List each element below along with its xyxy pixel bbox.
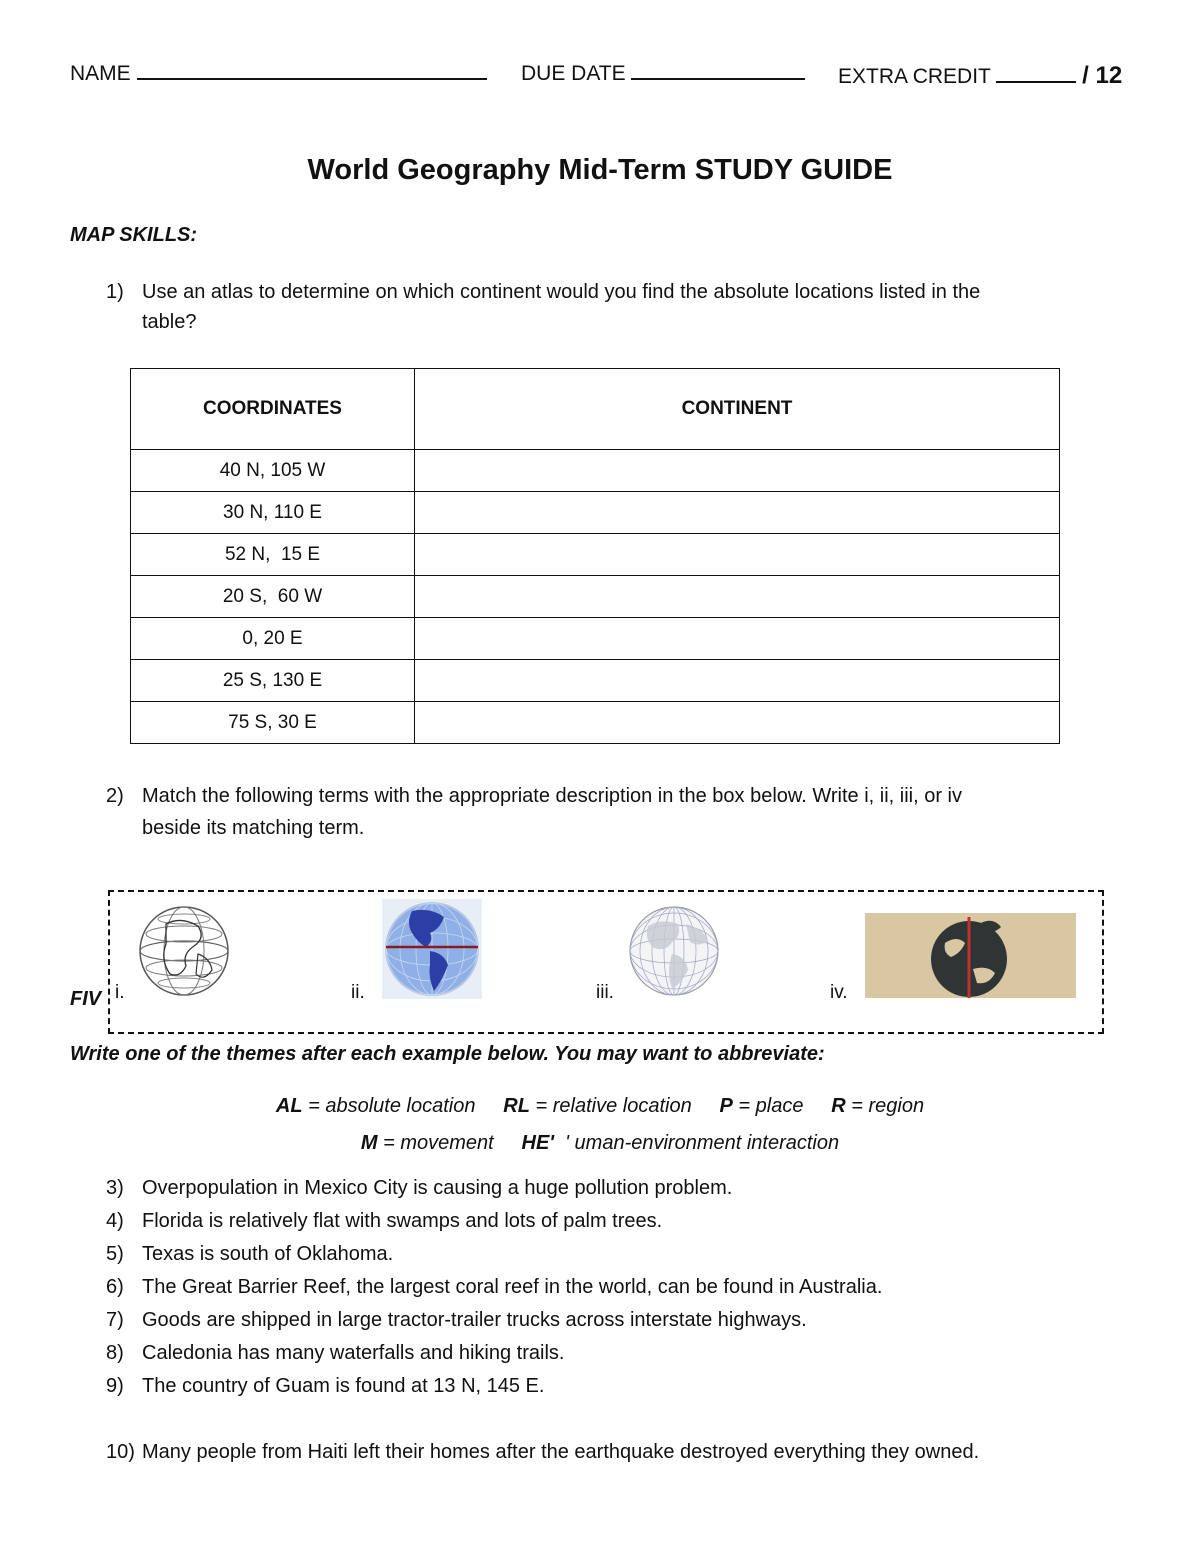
question-4 [106,1205,1106,1237]
table-row [131,660,1060,702]
continent-answer-cell[interactable] [415,534,1060,576]
table-row [131,702,1060,744]
globe-label-iv: iv. [830,982,848,1003]
coordinate-cell: 20 S, 60 W [131,576,415,618]
table-row [131,618,1060,660]
question-8 [106,1337,1106,1369]
score-total: / 12 [1082,62,1123,89]
header-due-date [521,62,805,86]
question-text: The Great Barrier Reef, the largest coral reef in the world, can be found in Australia. [142,1276,883,1298]
question-text-line1: Match the following terms with the appropriate description in the box below. Write i, ii, iii, or iv [142,785,962,807]
question-text-line2: beside its matching term. [142,817,365,839]
table-row [131,450,1060,492]
question-text: The country of Guam is found at 13 N, 145 E. [142,1375,545,1397]
name-label: NAME [70,62,131,85]
coordinate-cell: 25 S, 130 E [131,660,415,702]
question-1 [106,276,1086,340]
legend-abbr-al: AL [275,1095,303,1117]
question-number: 1) [106,281,124,303]
question-number: 4) [106,1210,124,1232]
question-text: Florida is relatively flat with swamps and lots of palm trees. [142,1210,663,1232]
table-header-row [131,369,1060,450]
legend-abbr-r: R [831,1095,846,1117]
due-date-blank[interactable] [631,62,805,80]
question-10 [106,1436,1106,1468]
question-text: Texas is south of Oklahoma. [142,1243,394,1265]
prime-meridian-globe-icon [865,913,1076,998]
legend-abbr-p: P [719,1095,733,1117]
legend-text-al: = absolute location [302,1095,476,1117]
coordinate-cell: 52 N, 15 E [131,534,415,576]
legend-text-m: = movement [377,1132,494,1154]
table-row [131,576,1060,618]
table-row [131,534,1060,576]
question-number: 10) [106,1441,135,1463]
header-name [70,62,487,86]
due-date-label: DUE DATE [521,62,626,85]
five-themes-partial-heading: FIV [70,988,102,1010]
question-5 [106,1238,1106,1270]
question-number: 9) [106,1375,124,1397]
question-text: Overpopulation in Mexico City is causing a huge pollution problem. [142,1177,733,1199]
continent-answer-cell[interactable] [415,576,1060,618]
coordinates-table [130,368,1060,744]
question-number: 3) [106,1177,124,1199]
table-row [131,492,1060,534]
coordinate-cell: 0, 20 E [131,618,415,660]
question-6 [106,1271,1106,1303]
section-map-skills: MAP SKILLS: [70,224,198,246]
legend-abbr-he: HE' [521,1132,555,1154]
themes-legend-line2 [0,1132,1200,1155]
themes-instruction: Write one of the themes after each example below. You may want to abbreviate: [70,1043,825,1065]
question-text: Caledonia has many waterfalls and hiking trails. [142,1342,565,1364]
continent-answer-cell[interactable] [415,492,1060,534]
question-text: Goods are shipped in large tractor-trailer trucks across interstate highways. [142,1309,807,1331]
page-title: World Geography Mid-Term STUDY GUIDE [307,154,893,186]
question-number: 8) [106,1342,124,1364]
legend-abbr-m: M [360,1132,378,1154]
continent-answer-cell[interactable] [415,702,1060,744]
question-number: 7) [106,1309,124,1331]
grid-globe-icon [626,904,722,998]
question-text-line1: Use an atlas to determine on which continent would you find the absolute locations listed in the [142,281,981,303]
extra-credit-label: EXTRA CREDIT [838,65,991,88]
legend-text-r: = region [845,1095,925,1117]
column-header-continent: CONTINENT [415,369,1060,450]
globe-label-iii: iii. [596,982,614,1003]
coordinate-cell: 30 N, 110 E [131,492,415,534]
extra-credit-blank[interactable] [996,65,1076,83]
question-2 [106,780,1086,844]
legend-text-rl: = relative location [529,1095,692,1117]
question-9 [106,1370,1106,1402]
header-extra-credit [838,62,1122,90]
question-3 [106,1172,1106,1204]
sketch-globe-icon [136,904,232,998]
continent-answer-cell[interactable] [415,660,1060,702]
question-number: 6) [106,1276,124,1298]
continent-answer-cell[interactable] [415,450,1060,492]
globe-label-ii: ii. [351,982,365,1003]
name-blank[interactable] [137,62,487,80]
continent-answer-cell[interactable] [415,618,1060,660]
question-number: 2) [106,785,124,807]
themes-legend-line1 [0,1095,1200,1118]
globe-label-i: i. [115,982,125,1003]
question-text: Many people from Haiti left their homes after the earthquake destroyed everything they owned. [142,1441,980,1463]
question-text-line2: table? [142,311,197,333]
question-7 [106,1304,1106,1336]
column-header-coordinates: COORDINATES [131,369,415,450]
coordinate-cell: 75 S, 30 E [131,702,415,744]
legend-text-p: = place [732,1095,804,1117]
coordinate-cell: 40 N, 105 W [131,450,415,492]
legend-text-he: ' uman-environment interaction [554,1132,840,1154]
question-number: 5) [106,1243,124,1265]
legend-abbr-rl: RL [503,1095,530,1117]
equator-globe-icon [382,899,482,999]
